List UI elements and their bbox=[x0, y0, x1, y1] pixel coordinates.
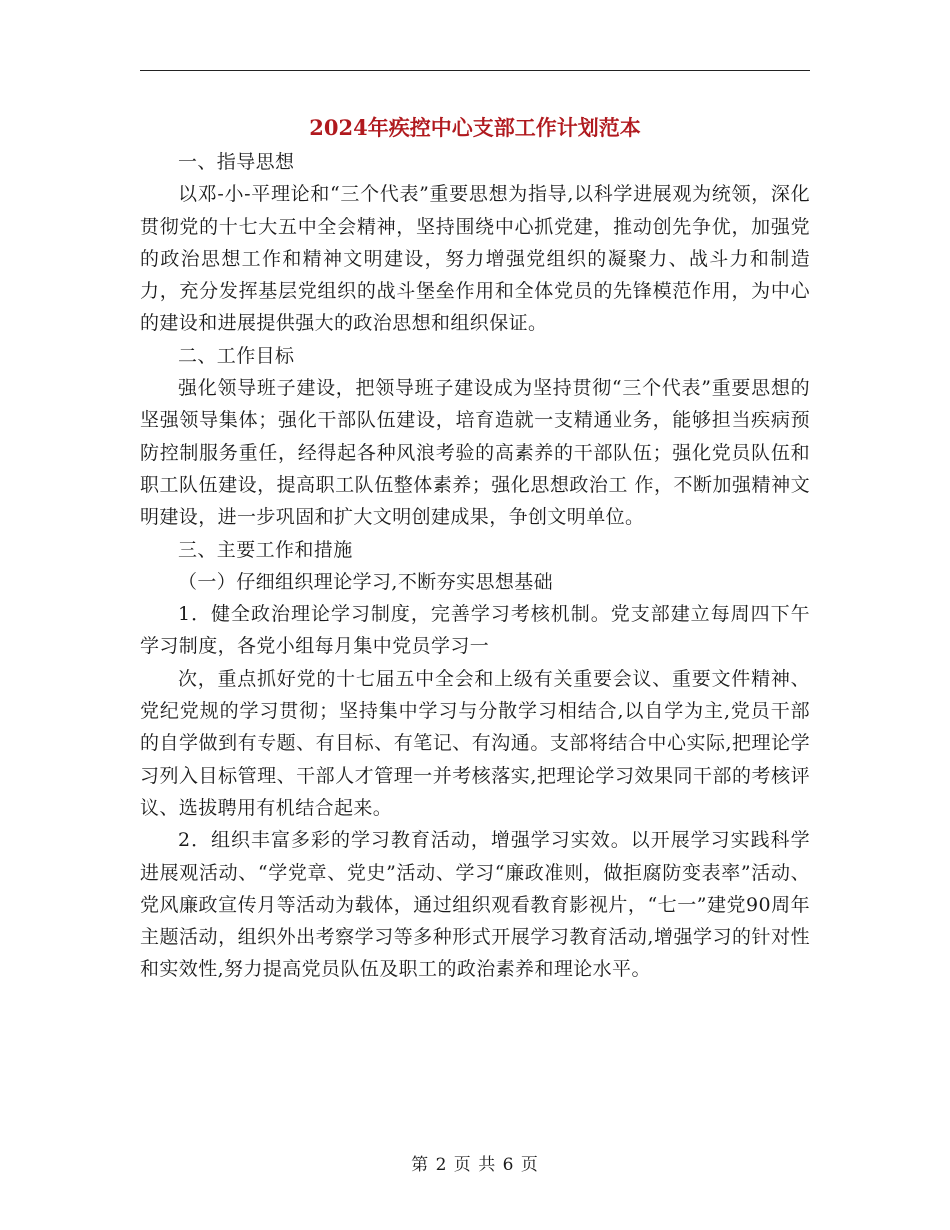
paragraph-item-1-start: 1．健全政治理论学习制度，完善学习考核机制。党支部建立每周四下午学习制度，各党小组每月集中党员学习一 bbox=[140, 603, 810, 658]
section-heading-3: 三、主要工作和措施 bbox=[178, 538, 353, 561]
paragraph-item-2: 2．组织丰富多彩的学习教育活动，增强学习实效。以开展学习实践科学进展观活动、“学党章、党史”活动、学习“廉政准则，做拒腐防变表率”活动、党风廉政宣传月等活动为载体，通过组织观看教育影视片，“七一”建党90周年主题活动，组织外出考察学习等多种形式开展学习教育活动,增强学习的针对性和实效性,努力提高党员队伍及职工的政治素养和理论水平。 bbox=[140, 829, 810, 981]
page-number-footer: 第 2 页 共 6 页 bbox=[411, 1155, 539, 1175]
paragraph-work-goals: 强化领导班子建设，把领导班子建设成为坚持贯彻“三个代表”重要思想的坚强领导集体；强化干部队伍建设，培育造就一支精通业务，能够担当疾病预防控制服务重任，经得起各种风浪考验的高素养的干部队伍；强化党员队伍和职工队伍建设，提高职工队伍整体素养；强化思想政治工 作，不断加强精神文明建设，进一步巩固和扩大文明创建成果，争创文明单位。 bbox=[140, 377, 810, 529]
section-heading-1: 一、指导思想 bbox=[178, 151, 295, 173]
section-heading-2: 二、工作目标 bbox=[178, 344, 295, 367]
paragraph-item-1-continued: 次，重点抓好党的十七届五中全会和上级有关重要会议、重要文件精神、党纪党规的学习贯彻；坚持集中学习与分散学习相结合,以自学为主,党员干部的自学做到有专题、有目标、有笔记、有沟通。支部将结合中心实际,把理论学习列入目标管理、干部人才管理一并考核落实,把理论学习效果同干部的考核评议、选拔聘用有机结合起来。 bbox=[140, 667, 810, 819]
subsection-heading-1: （一）仔细组织理论学习,不断夯实思想基础 bbox=[178, 570, 554, 593]
document-title: 2024年疾控中心支部工作计划范本 bbox=[309, 115, 641, 140]
paragraph-guiding-thought: 以邓-小-平理论和“三个代表”重要思想为指导,以科学进展观为统领，深化贯彻党的十七大五中全会精神，坚持围绕中心抓党建，推动创先争优，加强党的政治思想工作和精神文明建设，努力增强党组织的凝聚力、战斗力和制造力，充分发挥基层党组织的战斗堡垒作用和全体党员的先锋模范作用，为中心的建设和进展提供强大的政治思想和组织保证。 bbox=[140, 183, 810, 335]
header-rule bbox=[140, 70, 810, 71]
document-body bbox=[140, 110, 810, 986]
